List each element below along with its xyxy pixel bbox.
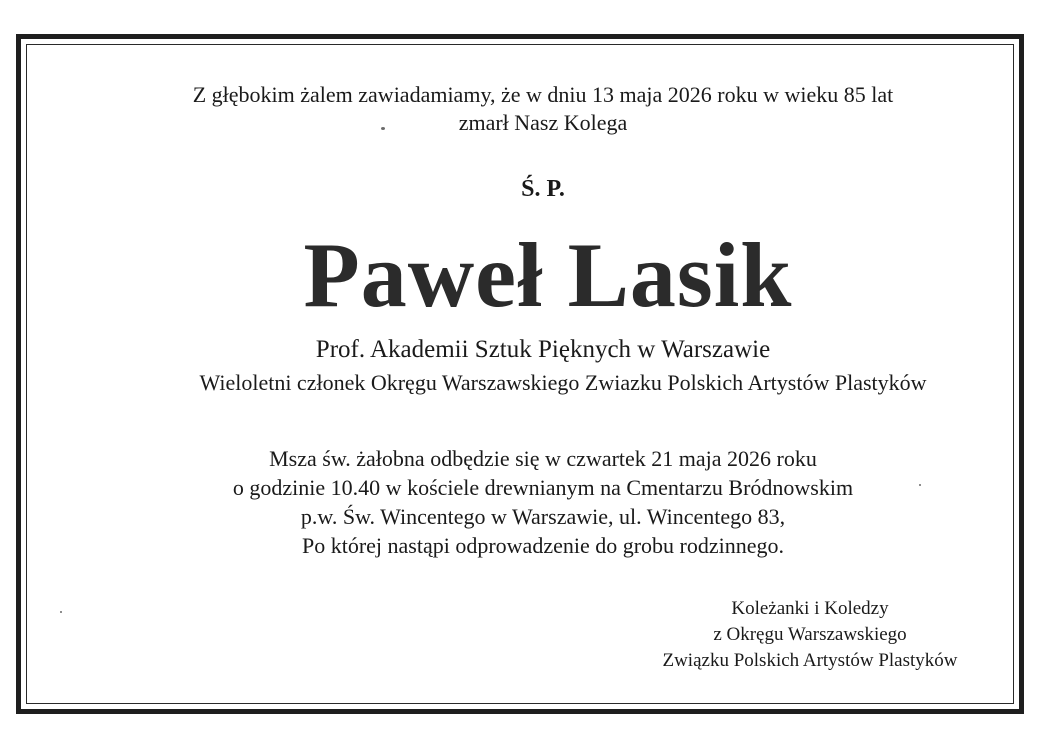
mass-info-line: o godzinie 10.40 w kościele drewnianym na Cmentarzu Bródnowskim bbox=[232, 475, 854, 500]
mass-info-line: p.w. Św. Wincentego w Warszawie, ul. Wincentego 83, bbox=[300, 504, 786, 529]
professional-title: Prof. Akademii Sztuk Pięknych w Warszawie bbox=[315, 336, 771, 363]
announcement-line-1: Z głębokim żalem zawiadamiamy, że w dniu 13 maja 2026 roku w wieku 85 lat bbox=[192, 82, 894, 107]
signature-line: Związku Polskich Artystów Plastyków bbox=[662, 650, 958, 671]
signature-line: Koleżanki i Koledzy bbox=[731, 598, 889, 619]
deceased-name: Paweł Lasik bbox=[303, 224, 793, 326]
signature-line: z Okręgu Warszawskiego bbox=[713, 624, 907, 645]
scan-speck bbox=[919, 484, 921, 486]
announcement-line-2: zmarł Nasz Kolega bbox=[458, 110, 628, 135]
scan-speck bbox=[60, 611, 62, 613]
mass-info-line: Po której nastąpi odprowadzenie do grobu rodzinnego. bbox=[301, 533, 785, 558]
honorific-prefix: Ś. P. bbox=[521, 176, 565, 202]
scan-speck bbox=[381, 127, 385, 130]
membership-title: Wieloletni członek Okręgu Warszawskiego Zwiazku Polskich Artystów Plastyków bbox=[199, 370, 927, 395]
mass-info-line: Msza św. żałobna odbędzie się w czwartek 21 maja 2026 roku bbox=[269, 446, 817, 471]
